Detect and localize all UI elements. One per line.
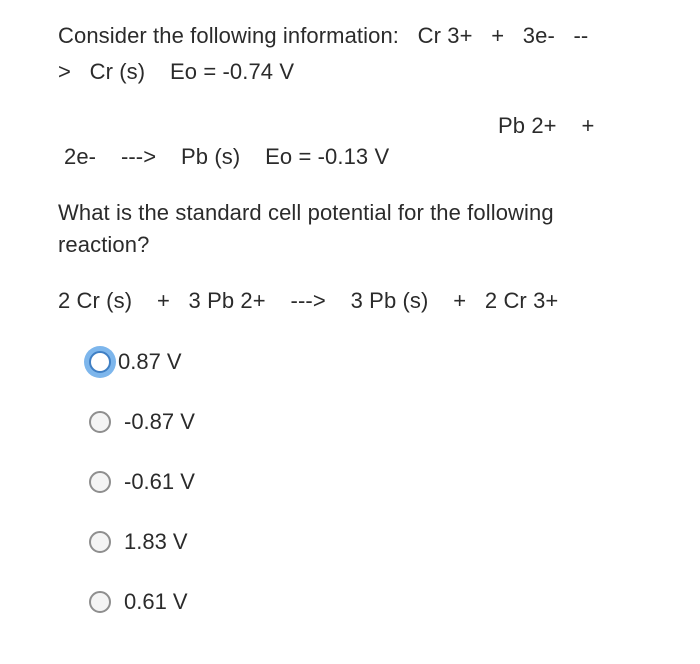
radio-button-icon[interactable] — [89, 591, 111, 613]
radio-button-icon[interactable] — [89, 531, 111, 553]
answer-option[interactable] — [82, 520, 188, 564]
reaction-equation: 2 Cr (s) + 3 Pb 2+ ---> 3 Pb (s) + 2 Cr 3+ — [58, 288, 559, 313]
radio-button-icon[interactable] — [89, 351, 111, 373]
radio-button-icon[interactable] — [89, 471, 111, 493]
question-line-6: reaction? — [58, 232, 150, 257]
answer-option[interactable] — [82, 340, 182, 384]
answer-option-label: -0.87 V — [124, 409, 195, 434]
answer-option-label: 0.87 V — [118, 349, 182, 374]
answer-option-label: 0.61 V — [124, 589, 188, 614]
answer-option[interactable] — [82, 460, 195, 504]
question-line-5: What is the standard cell potential for the following — [58, 200, 554, 225]
question-line-3: Pb 2+ + — [498, 113, 595, 138]
question-line-2: > Cr (s) Eo = -0.74 V — [58, 59, 295, 84]
answer-option-label: -0.61 V — [124, 469, 195, 494]
question-line-1: Consider the following information: Cr 3+ + 3e- -- — [58, 23, 589, 48]
answer-option[interactable] — [82, 580, 188, 624]
radio-button-icon[interactable] — [89, 411, 111, 433]
question-line-4: 2e- ---> Pb (s) Eo = -0.13 V — [64, 144, 390, 169]
answer-option[interactable] — [82, 400, 195, 444]
answer-option-label: 1.83 V — [124, 529, 188, 554]
